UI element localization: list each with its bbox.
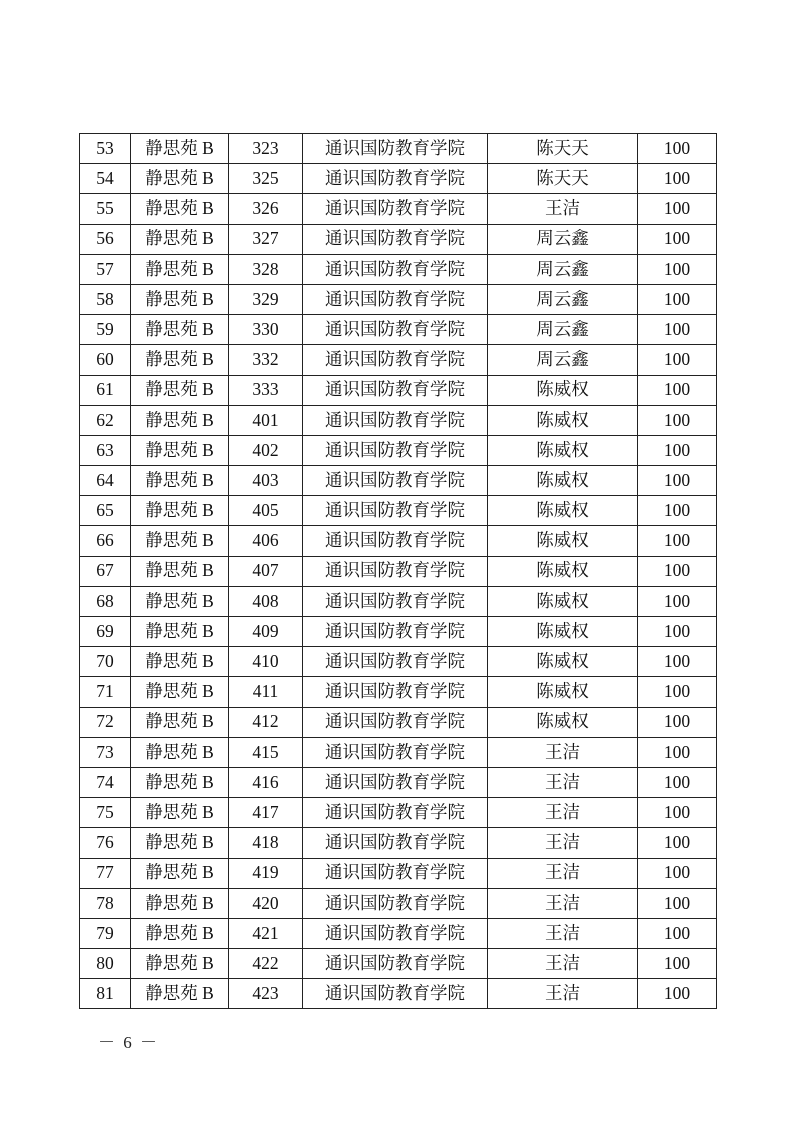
- score-cell: 100: [638, 556, 717, 586]
- room-cell: 415: [229, 737, 303, 767]
- row-index: 81: [80, 979, 131, 1009]
- building-cell: 静思苑 B: [131, 405, 229, 435]
- room-cell: 328: [229, 254, 303, 284]
- score-cell: 100: [638, 496, 717, 526]
- table-row: [80, 224, 717, 254]
- building-cell: 静思苑 B: [131, 586, 229, 616]
- row-index: 60: [80, 345, 131, 375]
- college-cell: 通识国防教育学院: [303, 496, 488, 526]
- table-row: [80, 194, 717, 224]
- table-body: [80, 134, 717, 1009]
- staff-name-cell: 王洁: [488, 979, 638, 1009]
- room-cell: 423: [229, 979, 303, 1009]
- room-cell: 403: [229, 466, 303, 496]
- staff-name-cell: 王洁: [488, 888, 638, 918]
- building-cell: 静思苑 B: [131, 617, 229, 647]
- building-cell: 静思苑 B: [131, 677, 229, 707]
- staff-name-cell: 陈天天: [488, 134, 638, 164]
- building-cell: 静思苑 B: [131, 345, 229, 375]
- room-cell: 332: [229, 345, 303, 375]
- college-cell: 通识国防教育学院: [303, 405, 488, 435]
- score-cell: 100: [638, 375, 717, 405]
- row-index: 73: [80, 737, 131, 767]
- table-row: [80, 315, 717, 345]
- room-cell: 411: [229, 677, 303, 707]
- building-cell: 静思苑 B: [131, 737, 229, 767]
- staff-name-cell: 王洁: [488, 798, 638, 828]
- room-cell: 422: [229, 949, 303, 979]
- building-cell: 静思苑 B: [131, 979, 229, 1009]
- college-cell: 通识国防教育学院: [303, 617, 488, 647]
- table-row: [80, 858, 717, 888]
- score-cell: 100: [638, 435, 717, 465]
- college-cell: 通识国防教育学院: [303, 466, 488, 496]
- college-cell: 通识国防教育学院: [303, 647, 488, 677]
- table-row: [80, 526, 717, 556]
- score-cell: 100: [638, 858, 717, 888]
- staff-name-cell: 周云鑫: [488, 254, 638, 284]
- college-cell: 通识国防教育学院: [303, 737, 488, 767]
- building-cell: 静思苑 B: [131, 767, 229, 797]
- table-row: [80, 707, 717, 737]
- table-row: [80, 496, 717, 526]
- row-index: 59: [80, 315, 131, 345]
- room-cell: 417: [229, 798, 303, 828]
- score-cell: 100: [638, 254, 717, 284]
- score-cell: 100: [638, 707, 717, 737]
- score-cell: 100: [638, 828, 717, 858]
- table-row: [80, 828, 717, 858]
- room-cell: 421: [229, 918, 303, 948]
- table-row: [80, 737, 717, 767]
- staff-name-cell: 王洁: [488, 858, 638, 888]
- room-cell: 402: [229, 435, 303, 465]
- building-cell: 静思苑 B: [131, 134, 229, 164]
- building-cell: 静思苑 B: [131, 164, 229, 194]
- staff-name-cell: 陈天天: [488, 164, 638, 194]
- row-index: 65: [80, 496, 131, 526]
- room-cell: 408: [229, 586, 303, 616]
- table-row: [80, 647, 717, 677]
- table-row: [80, 949, 717, 979]
- dormitory-score-table: [79, 133, 717, 1009]
- staff-name-cell: 陈威权: [488, 405, 638, 435]
- room-cell: 327: [229, 224, 303, 254]
- score-cell: 100: [638, 586, 717, 616]
- row-index: 79: [80, 918, 131, 948]
- row-index: 71: [80, 677, 131, 707]
- college-cell: 通识国防教育学院: [303, 979, 488, 1009]
- table-row: [80, 164, 717, 194]
- staff-name-cell: 陈威权: [488, 586, 638, 616]
- room-cell: 326: [229, 194, 303, 224]
- score-cell: 100: [638, 284, 717, 314]
- staff-name-cell: 王洁: [488, 828, 638, 858]
- score-cell: 100: [638, 315, 717, 345]
- row-index: 72: [80, 707, 131, 737]
- row-index: 66: [80, 526, 131, 556]
- college-cell: 通识国防教育学院: [303, 345, 488, 375]
- building-cell: 静思苑 B: [131, 496, 229, 526]
- college-cell: 通识国防教育学院: [303, 949, 488, 979]
- room-cell: 406: [229, 526, 303, 556]
- table-row: [80, 556, 717, 586]
- building-cell: 静思苑 B: [131, 858, 229, 888]
- building-cell: 静思苑 B: [131, 526, 229, 556]
- college-cell: 通识国防教育学院: [303, 164, 488, 194]
- row-index: 69: [80, 617, 131, 647]
- building-cell: 静思苑 B: [131, 647, 229, 677]
- room-cell: 420: [229, 888, 303, 918]
- college-cell: 通识国防教育学院: [303, 888, 488, 918]
- table-row: [80, 345, 717, 375]
- building-cell: 静思苑 B: [131, 828, 229, 858]
- score-cell: 100: [638, 224, 717, 254]
- score-cell: 100: [638, 345, 717, 375]
- table-row: [80, 617, 717, 647]
- college-cell: 通识国防教育学院: [303, 224, 488, 254]
- score-cell: 100: [638, 918, 717, 948]
- building-cell: 静思苑 B: [131, 224, 229, 254]
- row-index: 76: [80, 828, 131, 858]
- staff-name-cell: 周云鑫: [488, 224, 638, 254]
- table-row: [80, 888, 717, 918]
- staff-name-cell: 王洁: [488, 194, 638, 224]
- staff-name-cell: 陈威权: [488, 677, 638, 707]
- row-index: 74: [80, 767, 131, 797]
- building-cell: 静思苑 B: [131, 375, 229, 405]
- staff-name-cell: 周云鑫: [488, 315, 638, 345]
- table-row: [80, 979, 717, 1009]
- room-cell: 409: [229, 617, 303, 647]
- room-cell: 419: [229, 858, 303, 888]
- score-cell: 100: [638, 617, 717, 647]
- building-cell: 静思苑 B: [131, 949, 229, 979]
- college-cell: 通识国防教育学院: [303, 284, 488, 314]
- room-cell: 325: [229, 164, 303, 194]
- room-cell: 329: [229, 284, 303, 314]
- room-cell: 405: [229, 496, 303, 526]
- staff-name-cell: 陈威权: [488, 435, 638, 465]
- row-index: 64: [80, 466, 131, 496]
- room-cell: 412: [229, 707, 303, 737]
- college-cell: 通识国防教育学院: [303, 315, 488, 345]
- building-cell: 静思苑 B: [131, 284, 229, 314]
- staff-name-cell: 陈威权: [488, 466, 638, 496]
- table-row: [80, 435, 717, 465]
- college-cell: 通识国防教育学院: [303, 707, 488, 737]
- college-cell: 通识国防教育学院: [303, 586, 488, 616]
- table-row: [80, 466, 717, 496]
- college-cell: 通识国防教育学院: [303, 375, 488, 405]
- college-cell: 通识国防教育学院: [303, 134, 488, 164]
- row-index: 61: [80, 375, 131, 405]
- building-cell: 静思苑 B: [131, 556, 229, 586]
- row-index: 78: [80, 888, 131, 918]
- staff-name-cell: 陈威权: [488, 707, 638, 737]
- staff-name-cell: 周云鑫: [488, 284, 638, 314]
- table-row: [80, 375, 717, 405]
- building-cell: 静思苑 B: [131, 435, 229, 465]
- staff-name-cell: 王洁: [488, 949, 638, 979]
- staff-name-cell: 陈威权: [488, 617, 638, 647]
- page-number: － 6 －: [98, 1033, 159, 1052]
- score-cell: 100: [638, 647, 717, 677]
- score-cell: 100: [638, 767, 717, 797]
- staff-name-cell: 王洁: [488, 737, 638, 767]
- room-cell: 418: [229, 828, 303, 858]
- college-cell: 通识国防教育学院: [303, 918, 488, 948]
- building-cell: 静思苑 B: [131, 798, 229, 828]
- building-cell: 静思苑 B: [131, 315, 229, 345]
- table-row: [80, 918, 717, 948]
- college-cell: 通识国防教育学院: [303, 194, 488, 224]
- building-cell: 静思苑 B: [131, 466, 229, 496]
- room-cell: 323: [229, 134, 303, 164]
- college-cell: 通识国防教育学院: [303, 435, 488, 465]
- college-cell: 通识国防教育学院: [303, 254, 488, 284]
- table-row: [80, 284, 717, 314]
- table-row: [80, 586, 717, 616]
- room-cell: 407: [229, 556, 303, 586]
- table-row: [80, 254, 717, 284]
- table-row: [80, 405, 717, 435]
- staff-name-cell: 陈威权: [488, 647, 638, 677]
- building-cell: 静思苑 B: [131, 918, 229, 948]
- row-index: 63: [80, 435, 131, 465]
- table-row: [80, 134, 717, 164]
- staff-name-cell: 陈威权: [488, 526, 638, 556]
- building-cell: 静思苑 B: [131, 707, 229, 737]
- building-cell: 静思苑 B: [131, 888, 229, 918]
- table-row: [80, 798, 717, 828]
- row-index: 80: [80, 949, 131, 979]
- room-cell: 330: [229, 315, 303, 345]
- staff-name-cell: 陈威权: [488, 375, 638, 405]
- row-index: 75: [80, 798, 131, 828]
- college-cell: 通识国防教育学院: [303, 556, 488, 586]
- room-cell: 410: [229, 647, 303, 677]
- row-index: 53: [80, 134, 131, 164]
- score-cell: 100: [638, 949, 717, 979]
- college-cell: 通识国防教育学院: [303, 526, 488, 556]
- row-index: 55: [80, 194, 131, 224]
- score-cell: 100: [638, 134, 717, 164]
- row-index: 77: [80, 858, 131, 888]
- row-index: 68: [80, 586, 131, 616]
- score-cell: 100: [638, 405, 717, 435]
- college-cell: 通识国防教育学院: [303, 798, 488, 828]
- college-cell: 通识国防教育学院: [303, 828, 488, 858]
- college-cell: 通识国防教育学院: [303, 677, 488, 707]
- staff-name-cell: 周云鑫: [488, 345, 638, 375]
- row-index: 57: [80, 254, 131, 284]
- staff-name-cell: 王洁: [488, 767, 638, 797]
- room-cell: 333: [229, 375, 303, 405]
- score-cell: 100: [638, 677, 717, 707]
- staff-name-cell: 陈威权: [488, 556, 638, 586]
- building-cell: 静思苑 B: [131, 254, 229, 284]
- room-cell: 401: [229, 405, 303, 435]
- score-cell: 100: [638, 526, 717, 556]
- row-index: 54: [80, 164, 131, 194]
- row-index: 58: [80, 284, 131, 314]
- score-cell: 100: [638, 164, 717, 194]
- college-cell: 通识国防教育学院: [303, 858, 488, 888]
- row-index: 70: [80, 647, 131, 677]
- table-row: [80, 677, 717, 707]
- row-index: 56: [80, 224, 131, 254]
- score-cell: 100: [638, 888, 717, 918]
- college-cell: 通识国防教育学院: [303, 767, 488, 797]
- row-index: 62: [80, 405, 131, 435]
- score-cell: 100: [638, 798, 717, 828]
- building-cell: 静思苑 B: [131, 194, 229, 224]
- row-index: 67: [80, 556, 131, 586]
- staff-name-cell: 王洁: [488, 918, 638, 948]
- table-row: [80, 767, 717, 797]
- room-cell: 416: [229, 767, 303, 797]
- score-cell: 100: [638, 194, 717, 224]
- score-cell: 100: [638, 737, 717, 767]
- staff-name-cell: 陈威权: [488, 496, 638, 526]
- score-cell: 100: [638, 466, 717, 496]
- score-cell: 100: [638, 979, 717, 1009]
